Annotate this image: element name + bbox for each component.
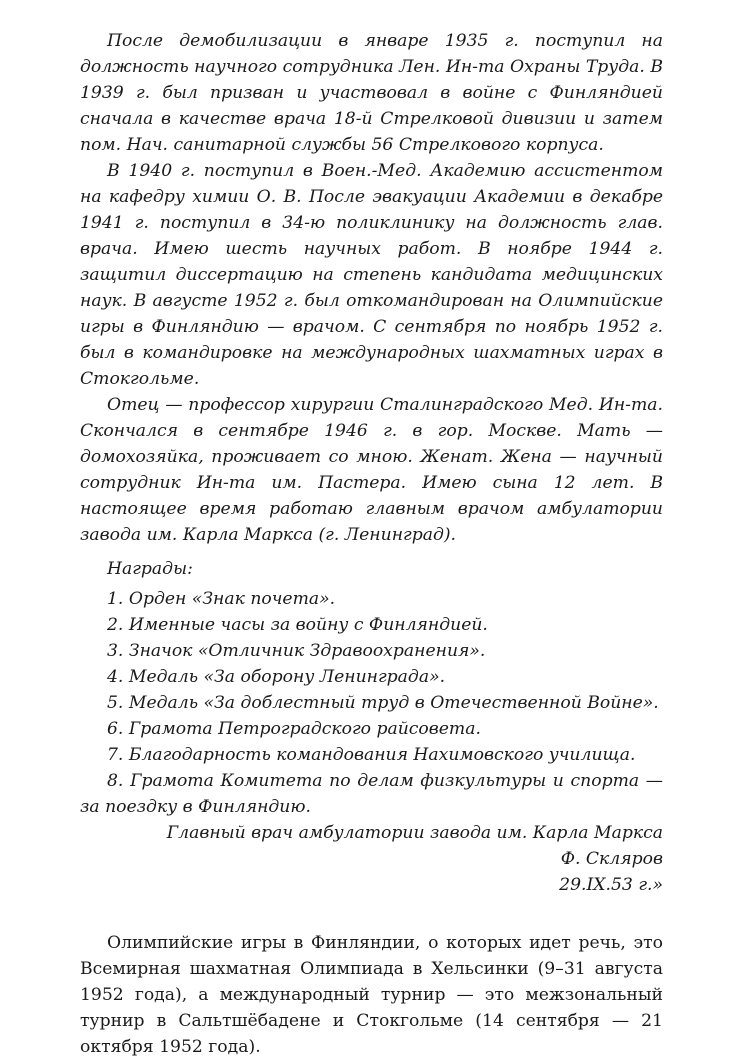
letter-body (80, 28, 663, 898)
commentary-paragraph: Олимпийские игры в Финляндии, о которых идет речь, это Всемирная шахматная Олимпиада в Хельсинки (9–31 августа 1952 года), а международный турнир — это межзональный турнир в Сальтшёбадене и Стокгольме (14 сентября — 21 октября 1952 года). (80, 933, 663, 1057)
letter-paragraph-1: После демобилизации в январе 1935 г. поступил на должность научного сотрудника Лен. Ин-та Охраны Труда. В 1939 г. был призван и участвовал в войне с Финляндией сначала в качестве врача 18-й Стрелковой дивизии и затем пом. Нач. санитарной службы 56 Стрелкового корпуса. (80, 31, 663, 155)
signature-date: 29.IX.53 г.» (559, 875, 663, 895)
letter-paragraph-2: В 1940 г. поступил в Воен.-Мед. Академию ассистентом на кафедру химии О. В. После эвакуации Академии в декабре 1941 г. поступил в 34-ю поликлинику на должность глав. врача. Имею шесть научных работ. В ноябре 1944 г. защитил диссертацию на степень кандидата медицинских наук. В августе 1952 г. был откомандирован на Олимпийские игры в Финляндию — врачом. С сентября по ноябрь 1952 г. был в командировке на международных шахматных играх в Стокгольме. (80, 161, 663, 389)
award-item: 4. Медаль «За оборону Ленинграда». (107, 667, 446, 687)
award-item: 2. Именные часы за войну с Финляндией. (107, 615, 488, 635)
award-item: 7. Благодарность командования Нахимовского училища. (107, 745, 636, 765)
signature-name: Ф. Скляров (560, 849, 663, 869)
award-item: 8. Грамота Комитета по делам физкультуры и спорта — за поездку в Финляндию. (80, 771, 663, 817)
letter-paragraph-3: Отец — профессор хирургии Сталинградского Мед. Ин-та. Скончался в сентябре 1946 г. в гор. Москве. Мать — домохозяйка, проживает со мною. Женат. Жена — научный сотрудник Ин-та им. Пастера. Имею сына 12 лет. В настоящее время работаю главным врачом амбулатории завода им. Карла Маркса (г. Ленинград). (80, 395, 663, 545)
signature-position: Главный врач амбулатории завода им. Карла Маркса (166, 823, 663, 843)
signature-block (80, 820, 663, 898)
awards-heading: Награды: (107, 559, 193, 579)
award-item: 6. Грамота Петроградского райсовета. (107, 719, 481, 739)
award-item: 5. Медаль «За доблестный труд в Отечественной Войне». (107, 693, 659, 713)
award-item: 1. Орден «Знак почета». (107, 589, 336, 609)
awards-list (80, 586, 663, 820)
award-item: 3. Значок «Отличник Здравоохранения». (107, 641, 486, 661)
document-page (80, 28, 663, 1060)
